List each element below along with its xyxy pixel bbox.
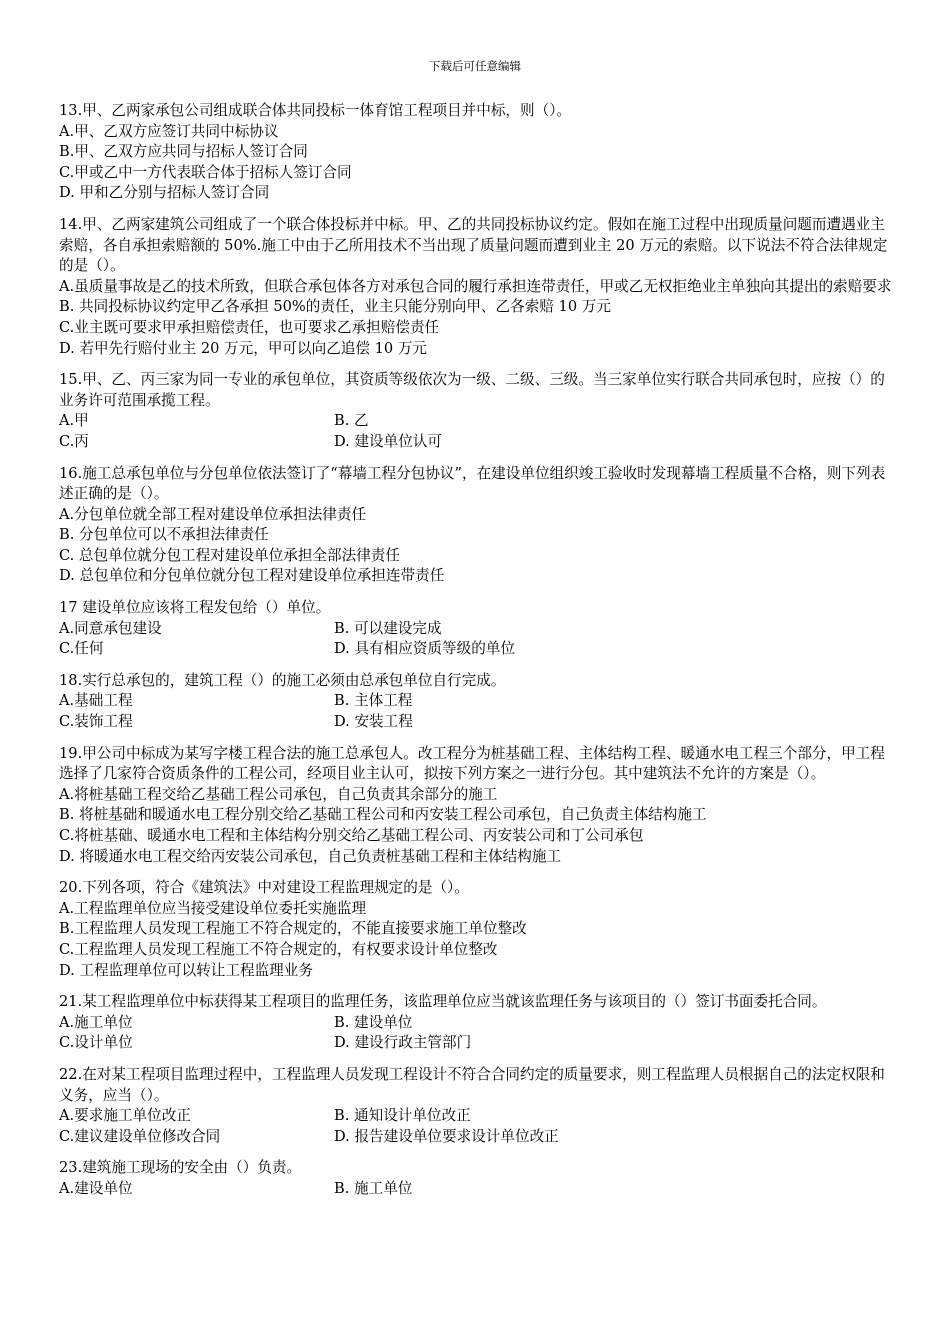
answer-option: A.虽质量事故是乙的技术所致，但联合承包体各方对承包合同的履行承担连带责任，甲或乙无权拒绝业主单独向其提出的索赔要求 <box>59 277 892 295</box>
answer-option: D. 总包单位和分包单位就分包工程对建设单位承担连带责任 <box>59 567 445 585</box>
answer-option: B. 乙 <box>334 412 369 430</box>
answer-option: C.业主既可要求甲承担赔偿责任，也可要求乙承担赔偿责任 <box>59 318 440 336</box>
answer-option: C.工程监理人员发现工程施工不符合规定的，有权要求设计单位整改 <box>59 940 498 958</box>
answer-option: D. 工程监理单位可以转让工程监理业务 <box>59 961 313 979</box>
question-stem: 19.甲公司中标成为某写字楼工程合法的施工总承包人。改工程分为桩基础工程、主体结构工程、暖通水电工程三个部分，甲工程选择了几家符合资质条件的工程公司，经项目业主认可，拟按下列方案之一进行分包。其中建筑法不允许的方案是（）。 <box>59 744 885 783</box>
question-block <box>59 1158 895 1199</box>
answer-option: D. 若甲先行赔付业主 20 万元，甲可以向乙追偿 10 万元 <box>59 339 428 357</box>
page-header: 下载后可任意编辑 <box>429 59 521 73</box>
answer-option: A.分包单位就全部工程对建设单位承担法律责任 <box>59 505 367 523</box>
answer-option: A.基础工程 <box>59 692 133 710</box>
answer-option: A.同意承包建设 <box>59 619 162 637</box>
answer-option: B. 分包单位可以不承担法律责任 <box>59 526 269 544</box>
question-block <box>59 992 895 1054</box>
answer-option: C.设计单位 <box>59 1034 133 1052</box>
answer-option: A.工程监理单位应当接受建设单位委托实施监理 <box>59 899 367 917</box>
answer-option: C.装饰工程 <box>59 713 133 731</box>
answer-option: B. 建设单位 <box>334 1013 413 1031</box>
answer-option: D. 建设行政主管部门 <box>334 1034 472 1052</box>
answer-option: C.丙 <box>59 432 89 450</box>
question-stem: 14.甲、乙两家建筑公司组成了一个联合体投标并中标。甲、乙的共同投标协议约定。假如在施工过程中出现质量问题而遭遇业主索赔，各自承担索赔额的 50%.施工中由于乙所用技术不当出现了质量问题而遭到业主 20 万元的索赔。以下说法不符合法律规定的是（）。 <box>59 215 888 275</box>
options-grid <box>59 1013 895 1054</box>
answer-option: C.任何 <box>59 640 104 658</box>
answer-option: D. 具有相应资质等级的单位 <box>334 640 515 658</box>
question-block <box>59 1065 895 1147</box>
answer-option: D. 报告建设单位要求设计单位改正 <box>334 1127 559 1145</box>
question-block <box>59 598 895 660</box>
answer-option: D. 安装工程 <box>334 713 413 731</box>
question-stem: 22.在对某工程项目监理过程中，工程监理人员发现工程设计不符合合同约定的质量要求，则工程监理人员根据自己的法定权限和义务，应当（）。 <box>59 1065 885 1104</box>
answer-option: B. 可以建设完成 <box>334 619 442 637</box>
answer-option: B. 施工单位 <box>334 1179 413 1197</box>
answer-option: D. 将暖通水电工程交给丙安装公司承包，自己负责桩基础工程和主体结构施工 <box>59 847 562 865</box>
answer-option: A.要求施工单位改正 <box>59 1107 191 1125</box>
question-list <box>59 101 895 1211</box>
answer-option: A.甲、乙双方应签订共同中标协议 <box>59 122 279 140</box>
answer-option: B.工程监理人员发现工程施工不符合规定的，不能直接要求施工单位整改 <box>59 920 527 938</box>
question-stem: 23.建筑施工现场的安全由（）负责。 <box>59 1159 302 1177</box>
question-stem: 20.下列各项，符合《建筑法》中对建设工程监理规定的是（）。 <box>59 879 469 897</box>
answer-option: A.建设单位 <box>59 1179 133 1197</box>
question-stem: 15.甲、乙、丙三家为同一专业的承包单位，其资质等级依次为一级、二级、三级。当三家单位实行联合共同承包时，应按（）的业务许可范围承揽工程。 <box>59 371 885 409</box>
options-grid <box>59 411 895 452</box>
answer-option: B.甲、乙双方应共同与招标人签订合同 <box>59 143 308 161</box>
answer-option: B. 将桩基础和暖通水电工程分别交给乙基础工程公司和丙安装工程公司承包，自己负责主体结构施工 <box>59 806 707 824</box>
question-stem: 16.施工总承包单位与分包单位依法签订了“幕墙工程分包协议”，在建设单位组织竣工验收时发现幕墙工程质量不合格，则下列表述正确的是（）。 <box>59 464 886 503</box>
question-block <box>59 744 895 868</box>
answer-option: A.将桩基础工程交给乙基础工程公司承包，自己负责其余部分的施工 <box>59 785 498 803</box>
question-block <box>59 101 895 204</box>
answer-option: C. 总包单位就分包工程对建设单位承担全部法律责任 <box>59 546 400 564</box>
question-stem: 21.某工程监理单位中标获得某工程项目的监理任务，该监理单位应当就该监理任务与该项目的（）签订书面委托合同。 <box>59 993 827 1011</box>
answer-option: D. 建设单位认可 <box>334 432 443 450</box>
options-grid <box>59 1106 895 1147</box>
question-block <box>59 671 895 733</box>
options-grid <box>59 1179 895 1200</box>
question-block <box>59 370 895 452</box>
answer-option: B. 通知设计单位改正 <box>334 1107 471 1125</box>
answer-option: B. 共同投标协议约定甲乙各承担 50%的责任，业主只能分别向甲、乙各索赔 10 万元 <box>59 298 611 316</box>
question-stem: 18.实行总承包的，建筑工程（）的施工必须由总承包单位自行完成。 <box>59 671 506 689</box>
question-block <box>59 215 895 359</box>
options-grid <box>59 619 895 660</box>
answer-option: A.施工单位 <box>59 1013 133 1031</box>
answer-option: C.甲或乙中一方代表联合体于招标人签订合同 <box>59 163 352 181</box>
question-block <box>59 878 895 981</box>
question-stem: 13.甲、乙两家承包公司组成联合体共同投标一体育馆工程项目并中标，则（）。 <box>59 102 572 119</box>
answer-option: C.建议建设单位修改合同 <box>59 1127 221 1145</box>
question-stem: 17 建设单位应该将工程发包给（）单位。 <box>59 599 331 617</box>
answer-option: A.甲 <box>59 412 89 430</box>
options-grid <box>59 691 895 732</box>
answer-option: D. 甲和乙分别与招标人签订合同 <box>59 184 270 202</box>
answer-option: C.将桩基础、暖通水电工程和主体结构分别交给乙基础工程公司、丙安装公司和丁公司承包 <box>59 827 644 844</box>
question-block <box>59 464 895 588</box>
answer-option: B. 主体工程 <box>334 692 413 710</box>
